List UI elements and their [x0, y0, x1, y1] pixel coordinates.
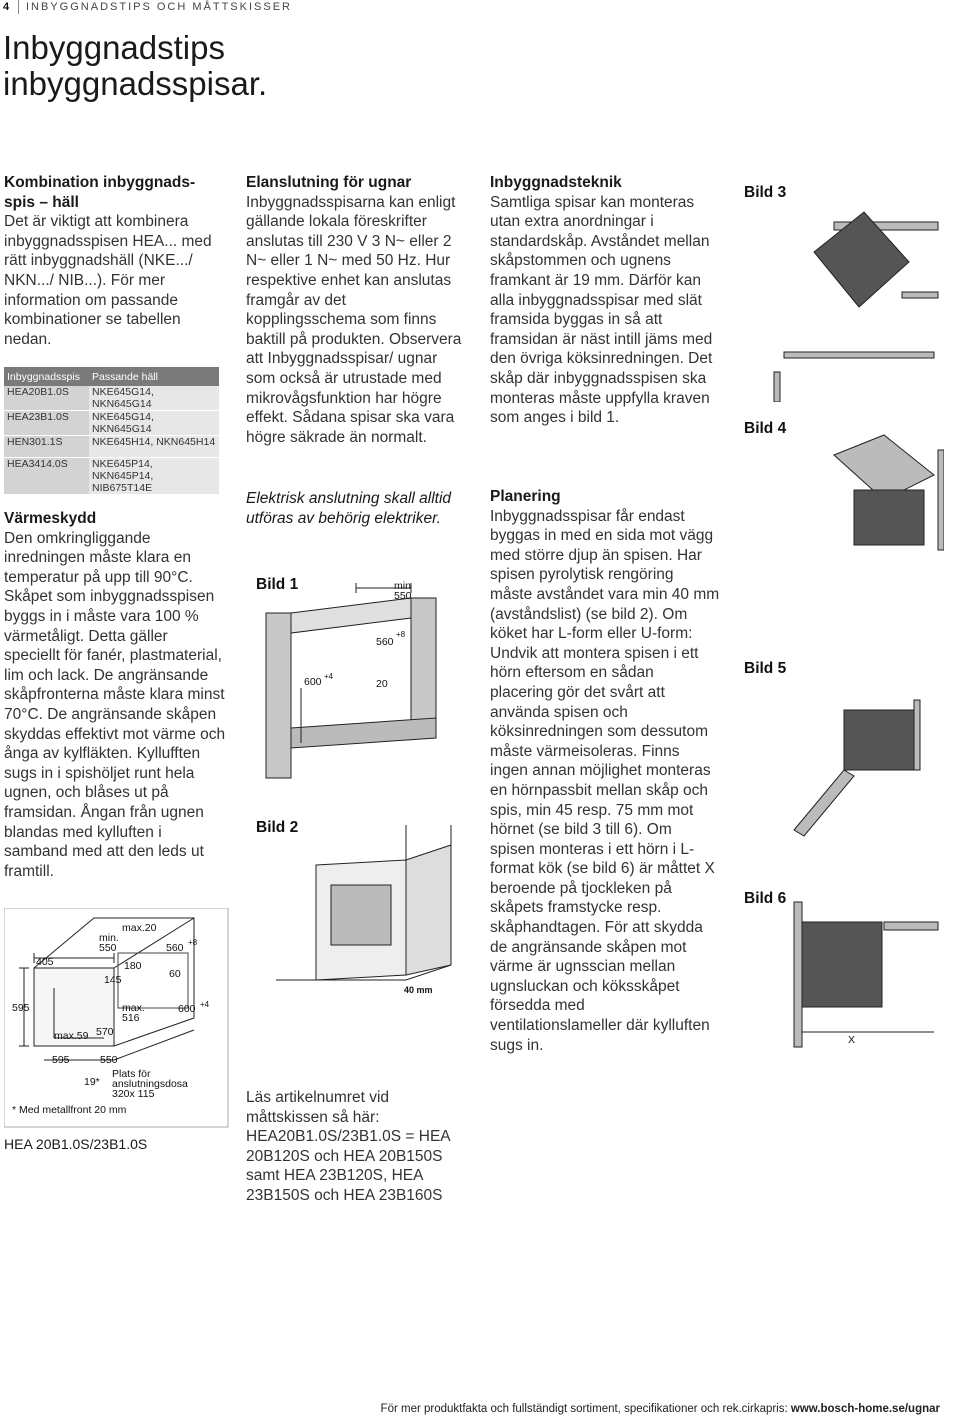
dim-label: 550	[394, 590, 412, 602]
dim-label: 550	[99, 942, 117, 954]
dim-sup: +8	[188, 938, 198, 947]
page-header	[0, 0, 960, 16]
table-cell: HEA23B1.0S	[4, 411, 89, 436]
page-footer	[0, 1403, 940, 1415]
dim-label: 595	[52, 1054, 70, 1066]
dim-label: 516	[122, 1012, 140, 1024]
dim-label: max.20	[122, 922, 157, 934]
table-row	[4, 458, 219, 495]
table-cell: HEA20B1.0S	[4, 386, 89, 411]
oven-model-label: HEA 20B1.0S/23B1.0S	[4, 1136, 148, 1152]
dim-label: 320x 115	[112, 1088, 155, 1100]
figure-bild-5	[734, 650, 944, 870]
figure-bild-3	[734, 172, 944, 402]
dim-label: 60	[169, 968, 181, 980]
dim-label: 560	[376, 636, 394, 648]
page-number: 4	[3, 1, 10, 13]
corner-diagram-5	[734, 650, 944, 870]
figure-bild-1	[246, 568, 468, 793]
figure-bild-2	[246, 805, 468, 1000]
page-title	[3, 30, 423, 102]
column-3-bottom	[490, 487, 720, 1055]
combination-table	[4, 367, 219, 495]
heading-inbyggnadsteknik: Inbyggnadsteknik	[490, 174, 622, 191]
table-row	[4, 436, 219, 458]
figure-label: Bild 4	[744, 420, 787, 437]
table-row	[4, 386, 219, 411]
table-cell: HEA3414.0S	[4, 458, 89, 495]
dim-label: 19*	[84, 1076, 100, 1088]
column-3-top	[490, 173, 720, 428]
figure-label: Bild 2	[256, 819, 299, 836]
table-cell: NKE645P14, NKN645P14, NIB675T14E	[89, 458, 219, 495]
table-cell: NKE645G14, NKN645G14	[89, 386, 219, 411]
table-header-row	[4, 367, 219, 386]
figure-bild-4	[734, 410, 944, 560]
dim-label: max.	[122, 1002, 145, 1014]
article-number-note	[246, 1088, 468, 1206]
body-varmeskydd: Den omkringliggande inredningen måste klara en temperatur på upp till 90°C. Skåpet som inbyggnadsspisen byggs in i måste vara 100 % värmetåligt. Detta gäller speciellt för fanér, plastmaterial, lim och lack. De angränsande skåpfronterna måste klara minst 70°C. De angränsande skåpen skyddas effektivt mot värme och ånga av kylfläkten. Kyllufften sugs in i spishöljet runt hela ugnen, och blåses ut på framsidan. Ångan från ugnen blandas med kylluften i samband med att den leds ut framtill.	[4, 529, 226, 880]
dim-label: 600	[178, 1003, 196, 1015]
title-line-2: inbyggnadsspisar.	[3, 65, 268, 102]
heading-kombination: Kombination inbyggnads- spis – häll	[4, 174, 196, 211]
table-row	[4, 411, 219, 436]
figure-label: Bild 1	[256, 576, 299, 593]
dim-sup: +4	[324, 672, 334, 681]
body-article-number: Läs artikelnumret vid måttskissen så här: HEA20B1.0S/23B1.0S = HEA 20B120S och HEA 20B150S samt HEA 23B120S, HEA 23B150S och HEA 23B160S	[246, 1089, 450, 1204]
title-line-1: Inbyggnadstips	[3, 29, 225, 66]
figure-bild-6	[734, 882, 944, 1052]
dim-label: max.59	[54, 1030, 89, 1042]
body-inbyggnadsteknik: Samtliga spisar kan monteras utan extra anordningar i standardskåp. Avståndet mellan skåpstommen och ugnens framkant är 19 mm. Därför kan alla inbyggnadsspisar med slät framsida byggas in så att framsidan är näst intill jäms med den övriga köksinredningen. Det skåp där inbyggnadsspisen ska monteras måste uppfylla kraven som anges i bild 1.	[490, 193, 713, 427]
body-elanslutning: Inbyggnadsspisarna kan enligt gällande lokala föreskrifter anslutas till 230 V 3 N~ eller 2 N~ eller 1 N~ med 50 Hz. Hur respektive enhet kan anslutas framgår av det kopplingsschema som finns baktill på produkten. Observera att Inbyggnadsspisar/ ugnar som också är utrustade med mikrovågsfunktion har högre effekt. Sådana spisar ska vara högre säkrade än normalt.	[246, 193, 462, 446]
table-cell: NKE645G14, NKN645G14	[89, 411, 219, 436]
dim-label: Plats för	[112, 1068, 151, 1080]
table-header: Inbyggnadsspis	[4, 367, 89, 386]
body-kombination: Det är viktigt att kombinera inbyggnadsspisen HEA... med rätt inbyggnadshäll (NKE.../ NKN.../ NIB...). För mer information om passande kombinationer se tabellen nedan.	[4, 213, 212, 348]
column-1-top	[4, 173, 226, 349]
dim-x-label: X	[848, 1034, 856, 1046]
figure-label: Bild 5	[744, 660, 787, 677]
header-divider	[18, 0, 19, 14]
table-header: Passande häll	[89, 367, 219, 386]
dim-label: 570	[96, 1026, 114, 1038]
footer-link[interactable]: www.bosch-home.se/ugnar	[790, 1403, 940, 1415]
table-cell: HEN301.1S	[4, 436, 89, 458]
dim-label: min.	[99, 932, 119, 944]
dim-label: min	[394, 580, 411, 592]
dim-label: 600	[304, 676, 322, 688]
cabinet-diagram	[246, 568, 468, 793]
dim-label: 550	[100, 1054, 118, 1066]
heading-elanslutning: Elanslutning för ugnar	[246, 174, 412, 191]
figure-label: Bild 3	[744, 184, 787, 201]
dim-label: 405	[36, 956, 54, 968]
electrician-note: Elektrisk anslutning skall alltid utföras av behörig elektriker.	[246, 490, 452, 527]
dim-label: anslutningsdosa	[112, 1078, 188, 1090]
heading-planering: Planering	[490, 488, 561, 505]
dim-label: 180	[124, 960, 142, 972]
heading-varmeskydd: Värmeskydd	[4, 510, 97, 527]
dim-sup: +8	[396, 630, 406, 639]
dim-label: 20	[376, 678, 388, 690]
header-section-title: INBYGGNADSTIPS OCH MÅTTSKISSER	[26, 1, 292, 13]
dim-sup: +4	[200, 1000, 210, 1009]
dim-label: 595	[12, 1002, 30, 1014]
dim-label: 145	[104, 974, 122, 986]
dim-label: 560	[166, 942, 184, 954]
column-1-bottom	[4, 509, 226, 881]
figure-label: Bild 6	[744, 890, 787, 907]
oven-footnote: * Med metallfront 20 mm	[12, 1104, 127, 1116]
dim-label: 40 mm	[404, 985, 433, 995]
table-cell: NKE645H14, NKN645H14	[89, 436, 219, 458]
column-2-top	[246, 173, 468, 447]
footer-text: För mer produktfakta och fullständigt sortiment, specifikationer och rek.cirkapris:	[380, 1403, 791, 1415]
oven-dimension-drawing	[4, 908, 229, 1128]
corner-diagram-3	[734, 172, 944, 402]
body-planering: Inbyggnadsspisar får endast byggas in med en sida mot vägg med större djup än spisen. Har spisen pyrolytisk rengöring måste avståndet vara min 40 mm (avståndslist) (se bild 2). Om köket har L-form eller U-form: Undvik att montera spisen i ett hörn eftersom en sådan placering gör det svårt att använda spisen och köksinredningen som dessutom måste värmeisoleras. Finns ingen annan möjlighet monteras en hörnpassbit mellan skåp och spis, min 45 resp. 75 mm mot hörnet (se bild 3 till 6). Om spisen monteras i ett hörn i L-format kök (se bild 6) är måttet X beroende på tjockleken på skåpets framstycke resp. skåphandtagen. För att skydda de angränsande skåpen mot värme är ugnsscian mellan ugnsluckan och köksskåpet försedda med ventilationslameller där kylluften sugs in.	[490, 507, 720, 1054]
